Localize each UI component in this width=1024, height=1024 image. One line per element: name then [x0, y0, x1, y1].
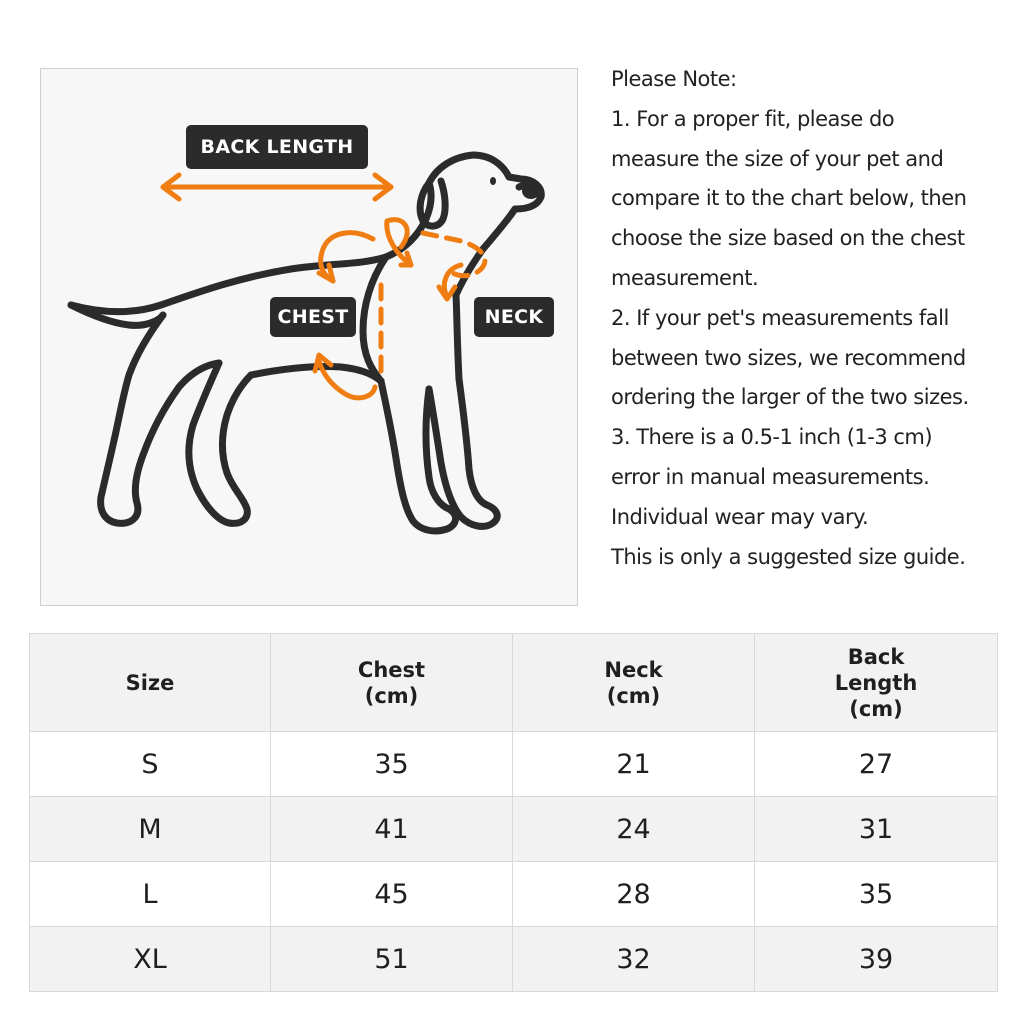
note-line: Individual wear may vary.	[611, 504, 869, 529]
chest-arrow-top	[321, 233, 373, 281]
cell-chest: 41	[271, 797, 513, 862]
note-line: 3. There is a 0.5-1 inch (1-3 cm)	[611, 425, 933, 450]
cell-back-length: 31	[755, 797, 998, 862]
table-row	[30, 862, 998, 927]
table-header-row	[30, 634, 998, 732]
cell-chest: 51	[271, 927, 513, 992]
cell-back-length: 35	[755, 862, 998, 927]
cell-chest: 45	[271, 862, 513, 927]
note-line: error in manual measurements.	[611, 464, 930, 489]
note-line: measurement.	[611, 265, 759, 290]
cell-size: M	[30, 797, 271, 862]
size-chart-table	[29, 633, 998, 992]
header-size: Size	[30, 634, 271, 732]
cell-neck: 21	[513, 732, 755, 797]
neck-label: NECK	[474, 297, 554, 337]
cell-neck: 32	[513, 927, 755, 992]
chest-label: CHEST	[270, 297, 356, 337]
cell-neck: 24	[513, 797, 755, 862]
cell-neck: 28	[513, 862, 755, 927]
table-row	[30, 927, 998, 992]
cell-chest: 35	[271, 732, 513, 797]
back-length-label: BACK LENGTH	[186, 125, 368, 169]
note-line: choose the size based on the chest	[611, 226, 965, 251]
note-line: 2. If your pet's measurements fall	[611, 305, 949, 330]
header-neck: Neck (cm)	[513, 634, 755, 732]
cell-size: S	[30, 732, 271, 797]
header-chest: Chest (cm)	[271, 634, 513, 732]
note-line: Please Note:	[611, 67, 737, 91]
cell-back-length: 27	[755, 732, 998, 797]
nose-icon	[522, 183, 540, 199]
table-row	[30, 797, 998, 862]
note-line: compare it to the chart below, then	[611, 186, 967, 211]
header-back-length: Back Length (cm)	[755, 634, 998, 732]
dog-outline	[71, 155, 541, 531]
please-note-text	[611, 60, 1016, 577]
note-line: This is only a suggested size guide.	[611, 544, 966, 569]
note-line: ordering the larger of the two sizes.	[611, 385, 969, 410]
eye-icon	[490, 177, 496, 185]
table-row	[30, 732, 998, 797]
note-line: measure the size of your pet and	[611, 146, 944, 171]
cell-back-length: 39	[755, 927, 998, 992]
cell-size: L	[30, 862, 271, 927]
cell-size: XL	[30, 927, 271, 992]
note-line: 1. For a proper fit, please do	[611, 106, 895, 131]
dog-measurement-diagram	[40, 68, 578, 606]
note-line: between two sizes, we recommend	[611, 345, 966, 370]
